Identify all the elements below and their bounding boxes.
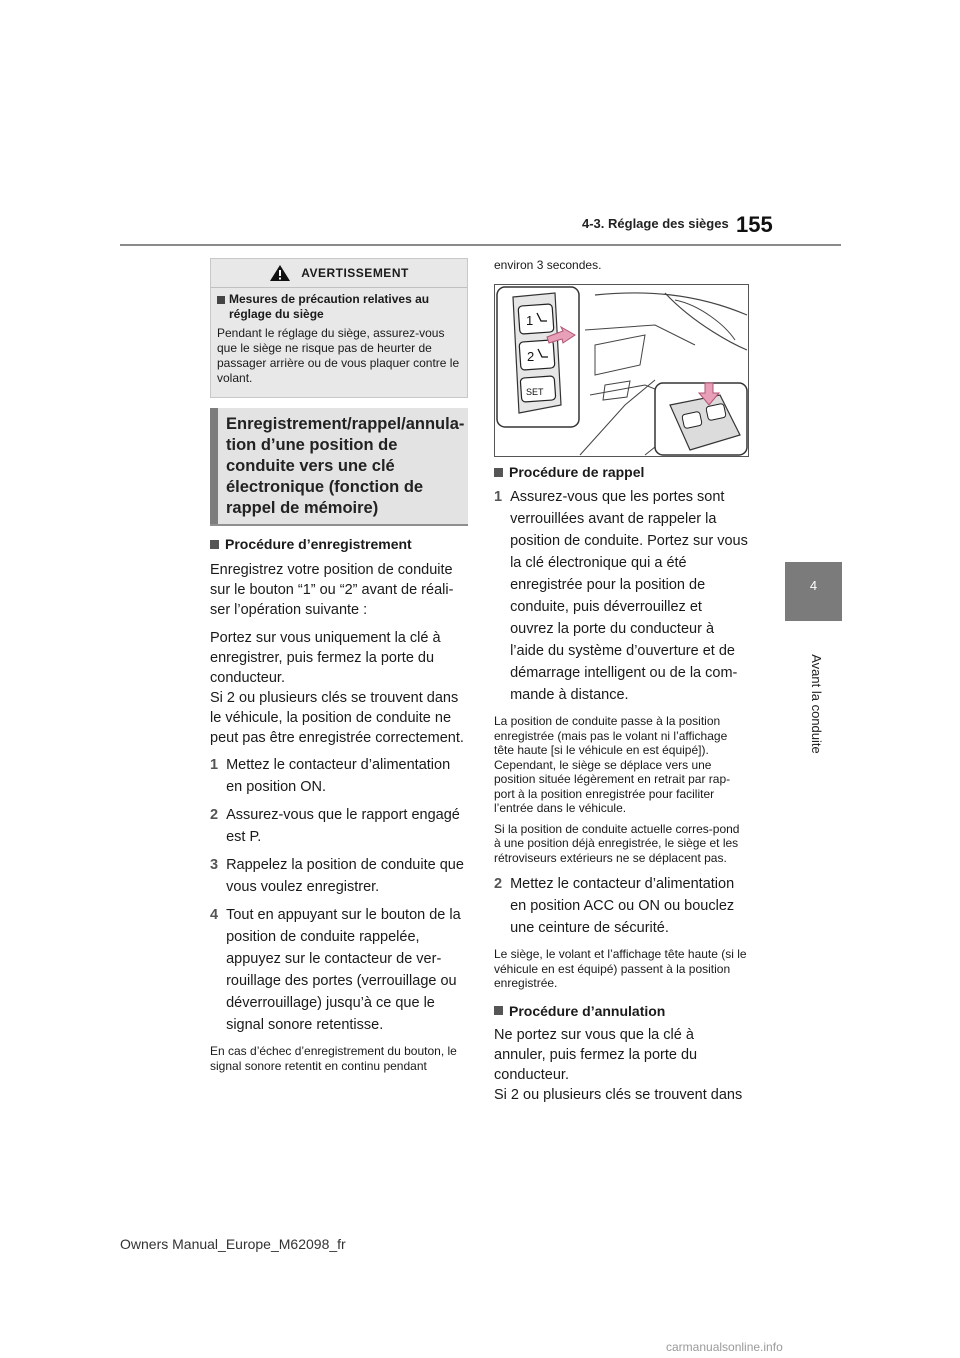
watermark: carmanualsonline.info (666, 1340, 783, 1354)
recall-note-3: Le siège, le volant et l’affichage tête haute (si le véhicule en est équipé) passent à la position enregistrée. (494, 947, 747, 990)
cancel-para-2: Si 2 ou plusieurs clés se trouvent dans (494, 1086, 743, 1103)
recall-heading-text: Procédure de rappel (509, 464, 645, 480)
memory-buttons-illustration (494, 284, 749, 457)
step-number: 2 (494, 876, 503, 892)
step-text: Assurez-vous que le rapport engagé est P. (226, 807, 460, 845)
header-rule (120, 244, 841, 246)
square-bullet-icon (494, 1006, 503, 1015)
registration-heading (210, 534, 468, 554)
button-1-label: 1 (526, 313, 534, 328)
step-number: 3 (210, 857, 219, 873)
warning-body: Pendant le réglage du siège, assurez-vous que le siège ne risque pas de heurter de passager arrière ou de vous plaquer contre le volant. (217, 326, 460, 385)
registration-para2: Si 2 ou plusieurs clés se trouvent dans le véhicule, la position de conduite ne peut pas être enregistrée correctement. (210, 690, 464, 746)
door-panel-drawing (495, 285, 748, 456)
step-text: Assurez-vous que les portes sont verrouillées avant de rappeler la position de conduite. Portez sur vous la clé électronique qui a été enregistrée pour la position de conduite, puis déverrouillez et ouvrez la porte du conducteur à l’aide du système d’ouverture et de démarrage intelligent ou de la com-mande à distance. (510, 489, 748, 703)
step-text: Mettez le contacteur d’alimentation en position ACC ou ON ou bouclez une ceinture de sécurité. (510, 876, 735, 936)
recall-heading (494, 462, 749, 482)
registration-step-4 (210, 904, 468, 1036)
square-bullet-icon (210, 540, 219, 549)
recall-note-2: Si la position de conduite actuelle corres-pond à une position déjà enregistrée, le siège et les rétroviseurs extérieurs ne se déplacent pas. (494, 821, 740, 865)
registration-note: En cas d’échec d’enregistrement du bouton, le signal sonore retentit en continu pendant (210, 1044, 457, 1073)
warning-header (211, 259, 467, 288)
chapter-tab: 4 (785, 562, 842, 621)
button-2-label: 2 (527, 349, 535, 364)
step-number: 4 (210, 907, 219, 923)
step-number: 2 (210, 807, 219, 823)
warning-title: AVERTISSEMENT (301, 266, 409, 280)
step-text: Rappelez la position de conduite que vous voulez enregistrer. (226, 857, 464, 895)
right-column (494, 462, 749, 1105)
step-number: 1 (210, 757, 219, 773)
registration-heading-text: Procédure d’enregistrement (225, 536, 412, 552)
cancel-heading-text: Procédure d’annulation (509, 1002, 666, 1019)
section-title-bar (210, 408, 218, 524)
warning-box (210, 258, 468, 398)
chapter-label: Avant la conduite (809, 654, 824, 754)
recall-note-1: La position de conduite passe à la position enregistrée (mais pas le volant ni l’affichage tête haute [si le véhicule en est équipé]). Cependant, le siège se déplace vers une position située légèrement en retrait par rap-port à la position enregistrée pour faciliter l’entrée dans le véhicule. (494, 714, 731, 815)
recall-step-2 (494, 873, 749, 939)
registration-step-3 (210, 854, 468, 898)
step-text: Mettez le contacteur d’alimentation en position ON. (226, 757, 451, 795)
registration-para1: Portez sur vous uniquement la clé à enregistrer, puis fermez la porte du conducteur. (210, 630, 441, 686)
registration-note-continued: environ 3 secondes. (494, 258, 602, 272)
warning-subheading (217, 292, 461, 322)
step-text: Tout en appuyant sur le bouton de la position de conduite rappelée, appuyez sur le contacteur de ver-rouillage des portes (verrouillage ou déverrouillage) jusqu’à ce que le signal sonore retentisse. (226, 907, 461, 1033)
button-set-label: SET (526, 387, 544, 397)
cancel-para: Ne portez sur vous que la clé à annuler, puis fermez la porte du conducteur. (494, 1026, 698, 1083)
section-title-box (210, 408, 468, 526)
warning-subheading-text: Mesures de précaution relatives au réglage du siège (229, 292, 430, 321)
step-number: 1 (494, 489, 503, 505)
left-column (210, 534, 468, 1073)
registration-step-2 (210, 804, 468, 848)
warning-triangle-icon (269, 264, 291, 282)
square-bullet-icon (494, 468, 503, 477)
registration-intro: Enregistrez votre position de conduite sur le bouton “1” ou “2” avant de réali-ser l’opération suivante : (210, 562, 454, 618)
square-bullet-icon (217, 296, 225, 304)
footer-doc-id: Owners Manual_Europe_M62098_fr (120, 1236, 346, 1252)
registration-step-1 (210, 754, 468, 798)
header-section-title: 4-3. Réglage des sièges (582, 216, 729, 231)
page-number: 155 (736, 212, 773, 237)
cancel-heading (494, 1001, 749, 1021)
recall-step-1 (494, 486, 749, 706)
section-title: Enregistrement/rappel/annula-tion d’une position de conduite vers une clé électronique (fonction de rappel de mémoire) (226, 415, 465, 517)
